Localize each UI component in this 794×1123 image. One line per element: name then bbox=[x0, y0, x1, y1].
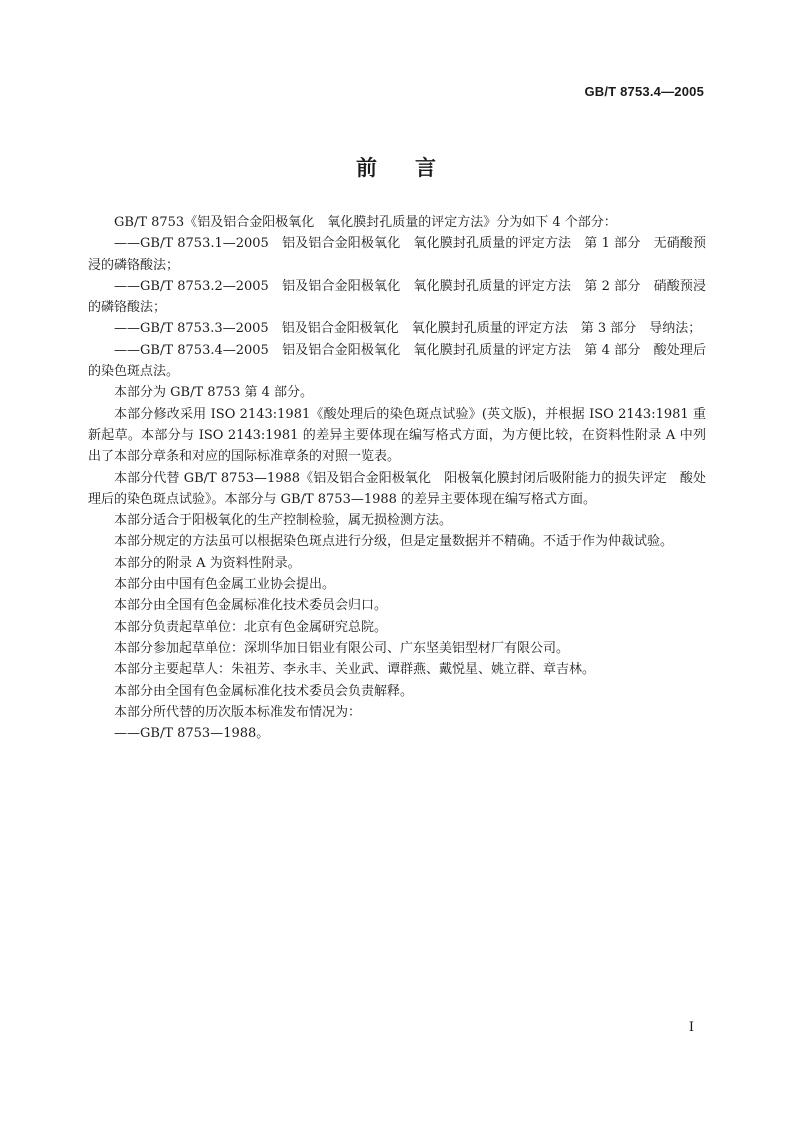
paragraph-under-jurisdiction: 本部分由全国有色金属标准化技术委员会归口。 bbox=[114, 598, 388, 614]
foreword-body bbox=[88, 212, 706, 744]
paragraph-part-2: ——GB/T 8753.2—2005 铝及铝合金阳极氧化 氧化膜封孔质量的评定方法 第 2 部分 硝酸预浸的磷铬酸法； bbox=[88, 278, 706, 316]
paragraph-part-3: ——GB/T 8753.3—2005 铝及铝合金阳极氧化 氧化膜封孔质量的评定方法 第 3 部分 导纳法； bbox=[114, 321, 702, 337]
paragraph-replaces: 本部分代替 GB/T 8753—1988《铝及铝合金阳极氧化 阳极氧化膜封闭后吸附能力的损失评定 酸处理后的染色斑点试验》。本部分与 GB/T 8753—1988 的差异主要体现在编写格式方面。 bbox=[88, 470, 706, 507]
page-title bbox=[0, 152, 794, 182]
paragraph-history-item: ——GB/T 8753—1988。 bbox=[114, 726, 270, 742]
paragraph-drafters: 本部分主要起草人：朱祖芳、李永丰、关业武、谭群燕、戴悦星、姚立群、章吉林。 bbox=[114, 662, 596, 678]
page-number: I bbox=[688, 1020, 694, 1035]
document-code: GB/T 8753.4—2005 bbox=[584, 84, 704, 99]
paragraph-iso-adoption: 本部分修改采用 ISO 2143:1981《酸处理后的染色斑点试验》(英文版)，并根据 ISO 2143:1981 重新起草。本部分与 ISO 2143:1981 的差异主要体现在编写格式方面，为方便比较，在资料性附录 A 中列出了本部分章条和对应的国际标准章条的对照一览表。 bbox=[88, 406, 706, 465]
paragraph-history-intro: 本部分所代替的历次版本标准发布情况为： bbox=[114, 704, 362, 720]
title-char-1: 前 bbox=[356, 156, 379, 180]
paragraph-interpretation: 本部分由全国有色金属标准化技术委员会负责解释。 bbox=[114, 683, 414, 699]
paragraph-annex: 本部分的附录 A 为资料性附录。 bbox=[114, 555, 301, 571]
paragraph-intro: GB/T 8753《铝及铝合金阳极氧化 氧化膜封孔质量的评定方法》分为如下 4 个部分： bbox=[114, 215, 617, 230]
paragraph-drafting-unit: 本部分负责起草单位：北京有色金属研究总院。 bbox=[114, 619, 388, 635]
paragraph-proposed-by: 本部分由中国有色金属工业协会提出。 bbox=[114, 577, 336, 593]
title-char-2: 言 bbox=[415, 156, 438, 180]
paragraph-this-part: 本部分为 GB/T 8753 第 4 部分。 bbox=[114, 385, 314, 401]
paragraph-participating-units: 本部分参加起草单位：深圳华加日铝业有限公司、广东坚美铝型材厂有限公司。 bbox=[114, 640, 570, 656]
paragraph-part-4: ——GB/T 8753.4—2005 铝及铝合金阳极氧化 氧化膜封孔质量的评定方法 第 4 部分 酸处理后的染色斑点法。 bbox=[88, 342, 706, 380]
paragraph-scope: 本部分适合于阳极氧化的生产控制检验，属无损检测方法。 bbox=[114, 513, 453, 529]
paragraph-method-note: 本部分规定的方法虽可以根据染色斑点进行分级，但是定量数据并不精确。不适于作为仲裁试验。 bbox=[114, 534, 674, 550]
paragraph-part-1: ——GB/T 8753.1—2005 铝及铝合金阳极氧化 氧化膜封孔质量的评定方法 第 1 部分 无硝酸预浸的磷铬酸法； bbox=[88, 236, 706, 273]
